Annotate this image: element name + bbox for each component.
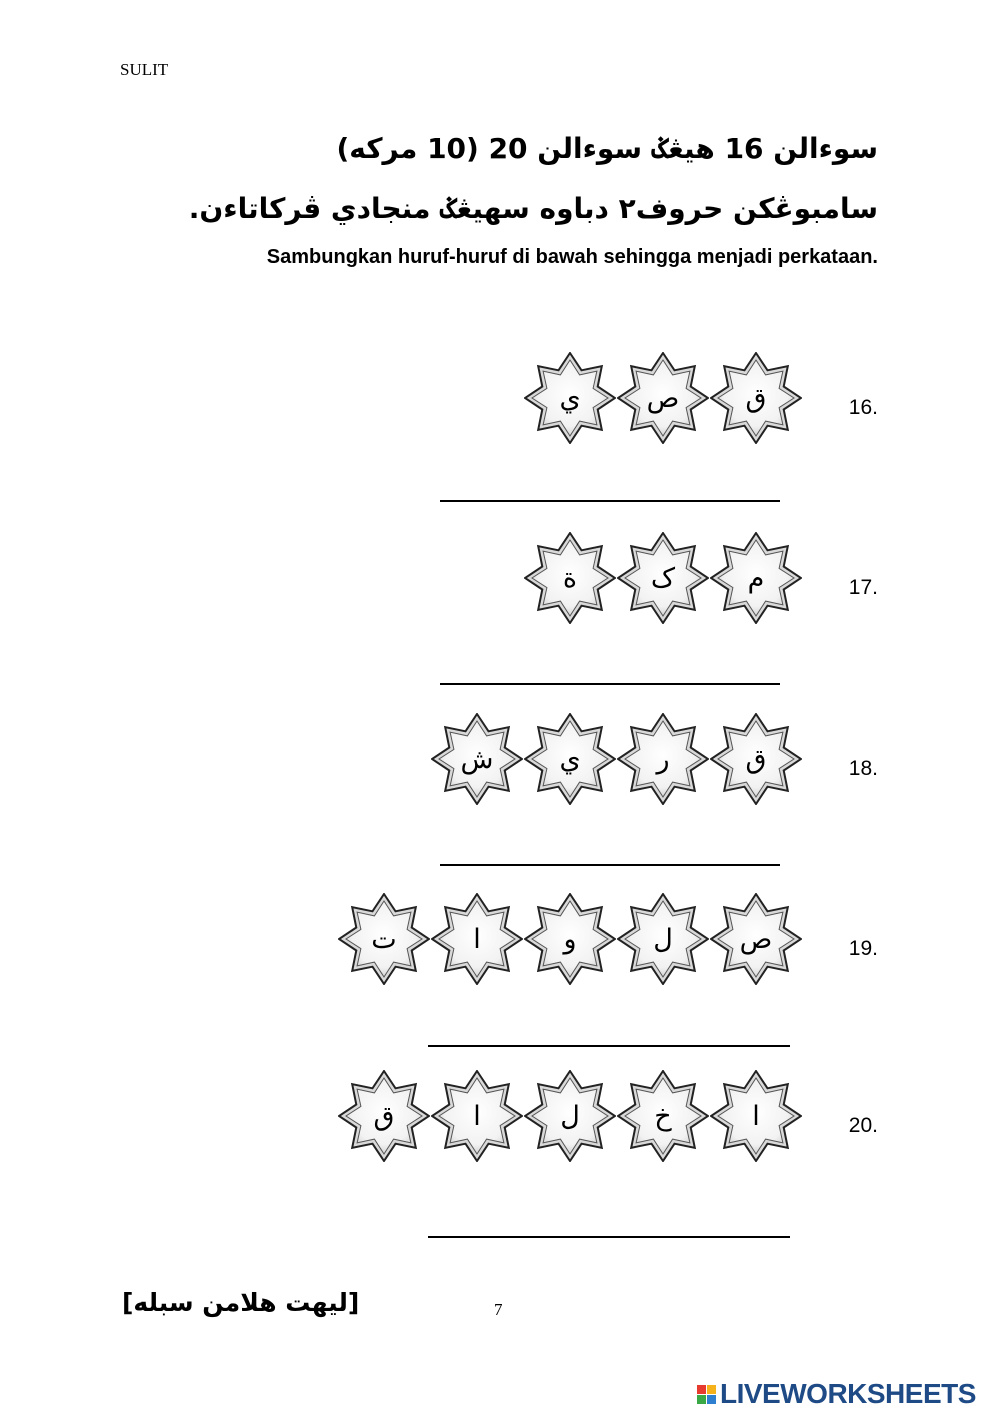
answer-line[interactable] — [428, 1236, 790, 1238]
brand-name: LIVEWORKSHEETS — [720, 1378, 976, 1409]
question-number: 20. — [848, 1114, 878, 1137]
letter-star-tile — [617, 893, 709, 985]
letter-star-tile — [338, 1070, 430, 1162]
jawi-letter: ق — [745, 743, 767, 775]
letter-star-tile — [338, 893, 430, 985]
answer-line[interactable] — [440, 500, 780, 502]
jawi-letter: ا — [752, 1100, 760, 1132]
letter-star-tile — [617, 1070, 709, 1162]
question-number: 17. — [848, 576, 878, 599]
letter-star-tile — [617, 352, 709, 444]
letter-star-tile — [524, 352, 616, 444]
jawi-letter: خ — [654, 1100, 672, 1132]
letter-star-tile — [617, 713, 709, 805]
brand-squares-icon — [697, 1385, 716, 1404]
letter-star-tile — [710, 1070, 802, 1162]
answer-line[interactable] — [440, 683, 780, 685]
page-number: 7 — [494, 1300, 503, 1319]
question-number: 19. — [848, 937, 878, 960]
letter-star-tile — [431, 893, 523, 985]
jawi-letter: ص — [739, 923, 773, 955]
answer-line[interactable] — [440, 864, 780, 866]
instruction-latin: Sambungkan huruf-huruf di bawah sehingga menjadi perkataan. — [266, 246, 878, 268]
jawi-letter: ت — [371, 923, 397, 955]
instruction-jawi: سامبوڠکن حروف٢ دباوه سهيڠݢ منجادي ڤرکاتاءن. — [188, 192, 878, 225]
jawi-letter: م — [747, 562, 765, 594]
turn-page-note: [ليهت هلامن سبله] — [122, 1288, 360, 1317]
question-number: 16. — [848, 396, 878, 419]
liveworksheets-logo[interactable] — [697, 1378, 976, 1410]
letter-star-tile — [524, 1070, 616, 1162]
letter-star-tile — [710, 352, 802, 444]
letter-star-tile — [710, 532, 802, 624]
jawi-letter: ي — [559, 382, 581, 414]
classification-label: SULIT — [120, 60, 169, 79]
letter-star-tile — [431, 713, 523, 805]
letter-star-tile — [524, 893, 616, 985]
jawi-letter: ا — [473, 1100, 481, 1132]
jawi-letter: ق — [745, 382, 767, 414]
jawi-letter: ک — [650, 562, 676, 594]
jawi-letter: ر — [656, 743, 670, 775]
jawi-letter: ة — [562, 562, 578, 594]
letter-star-tile — [524, 532, 616, 624]
letter-star-tile — [431, 1070, 523, 1162]
jawi-letter: ل — [653, 923, 673, 955]
jawi-letter: ل — [560, 1100, 580, 1132]
jawi-letter: ش — [460, 743, 494, 775]
letter-star-tile — [710, 893, 802, 985]
letter-star-tile — [710, 713, 802, 805]
letter-star-tile — [617, 532, 709, 624]
jawi-letter: ي — [559, 743, 581, 775]
letter-star-tile — [524, 713, 616, 805]
jawi-letter: ص — [646, 382, 680, 414]
question-range-title: سوءالن 16 هيڠݢ سوءالن 20 (10 مرکه) — [336, 132, 878, 165]
question-number: 18. — [848, 757, 878, 780]
jawi-letter: و — [563, 923, 577, 955]
jawi-letter: ق — [373, 1100, 395, 1132]
answer-line[interactable] — [428, 1045, 790, 1047]
jawi-letter: ا — [473, 923, 481, 955]
